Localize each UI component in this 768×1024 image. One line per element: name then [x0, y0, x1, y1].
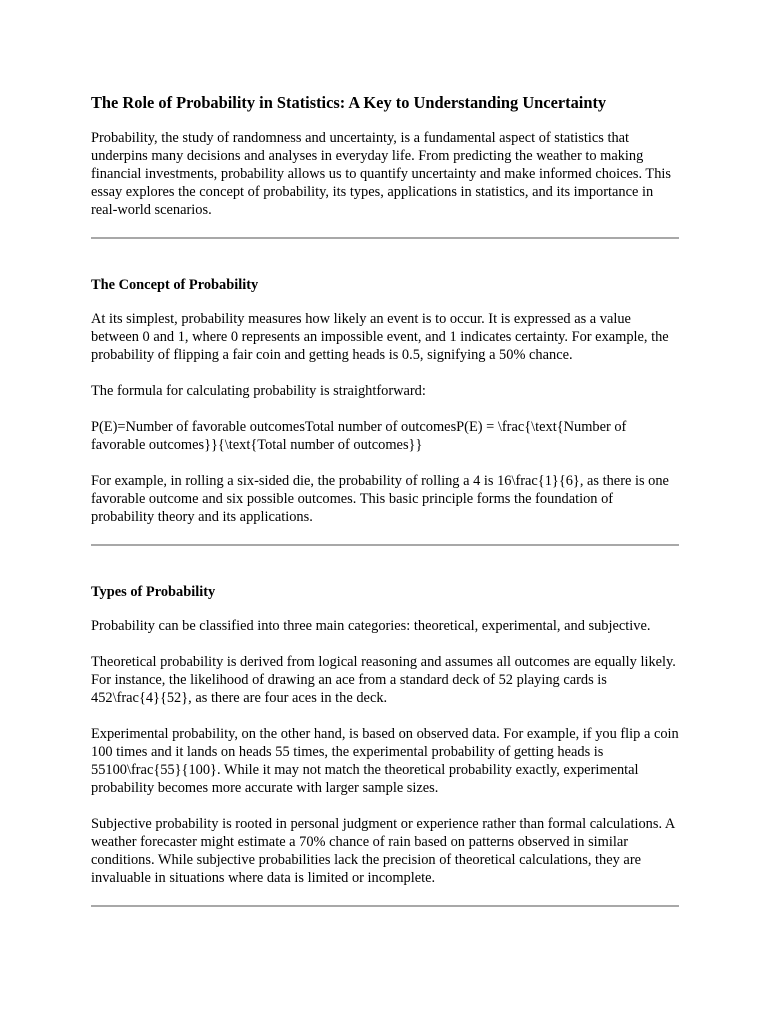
section-heading-concept: The Concept of Probability [91, 277, 259, 293]
section-divider [91, 544, 679, 546]
section-divider [91, 237, 679, 239]
probability-formula: P(E)=Number of favorable outcomesTotal number of outcomesP(E) = \frac{\text{Number of favorable outcomes}}{\text{Total number of outcomes}} [91, 419, 627, 453]
document-title: The Role of Probability in Statistics: A Key to Understanding Uncertainty [91, 93, 607, 112]
concept-paragraph-1: At its simplest, probability measures how likely an event is to occur. It is expressed as a value between 0 and 1, where 0 represents an impossible event, and 1 indicates certainty. For example, the probability of flipping a fair coin and getting heads is 0.5, signifying a 50% chance. [91, 311, 669, 363]
types-paragraph-1: Probability can be classified into three main categories: theoretical, experimental, and subjective. [91, 618, 651, 634]
intro-paragraph: Probability, the study of randomness and uncertainty, is a fundamental aspect of statistics that underpins many decisions and analyses in everyday life. From predicting the weather to making financial investments, probability allows us to quantify uncertainty and make informed choices. This essay explores the concept of probability, its types, applications in statistics, and its importance in real-world scenarios. [91, 130, 672, 218]
section-heading-types: Types of Probability [91, 584, 216, 600]
document-body [91, 93, 679, 907]
section-divider [91, 905, 679, 907]
types-paragraph-experimental: Experimental probability, on the other hand, is based on observed data. For example, if you flip a coin 100 times and it lands on heads 55 times, the experimental probability of getting heads is 55100\frac{55}{100}. While it may not match the theoretical probability exactly, experimental probability becomes more accurate with larger sample sizes. [91, 726, 679, 796]
concept-paragraph-4: For example, in rolling a six-sided die, the probability of rolling a 4 is 16\frac{1}{6}, as there is one favorable outcome and six possible outcomes. This basic principle forms the foundation of probability theory and its applications. [91, 473, 669, 525]
types-paragraph-theoretical: Theoretical probability is derived from logical reasoning and assumes all outcomes are equally likely. For instance, the likelihood of drawing an ace from a standard deck of 52 playing cards is 452\frac{4}{52}, as there are four aces in the deck. [91, 654, 676, 706]
concept-paragraph-2: The formula for calculating probability is straightforward: [91, 383, 426, 399]
types-paragraph-subjective: Subjective probability is rooted in personal judgment or experience rather than formal calculations. A weather forecaster might estimate a 70% chance of rain based on patterns observed in similar conditions. While subjective probabilities lack the precision of theoretical calculations, they are invaluable in situations where data is limited or incomplete. [91, 816, 675, 886]
